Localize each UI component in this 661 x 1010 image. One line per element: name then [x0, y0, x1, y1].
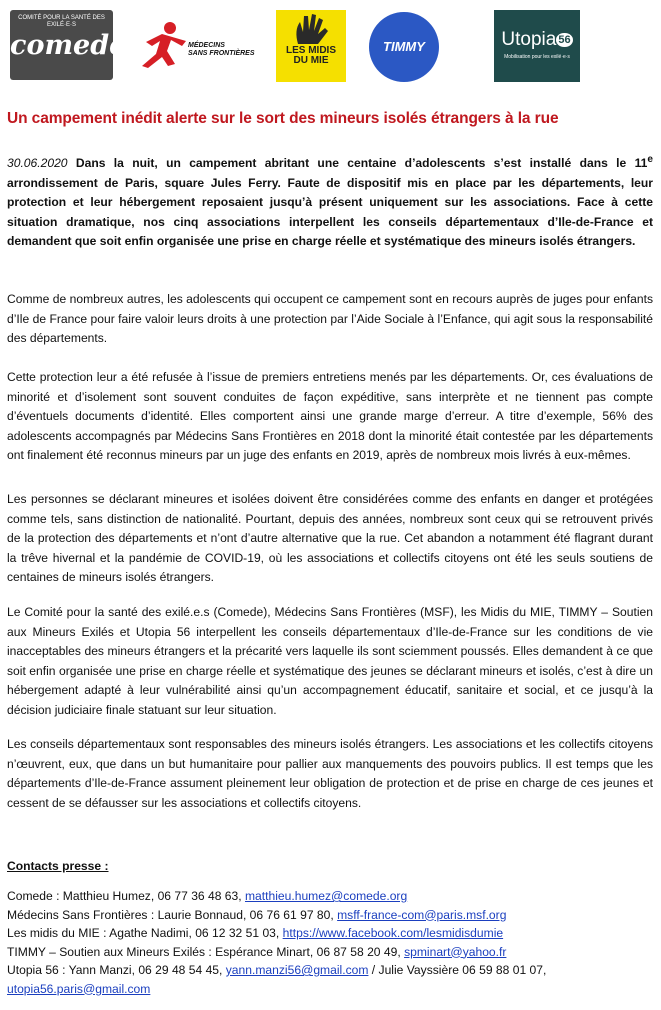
- midis-du-mie-logo: [276, 10, 346, 82]
- contact-msf-text: Médecins Sans Frontières : Laurie Bonnaud, 06 76 61 97 80,: [7, 907, 338, 922]
- contact-timmy-text: TIMMY – Soutien aux Mineurs Exilés : Espérance Minart, 06 87 58 20 49,: [7, 944, 405, 959]
- contacts-heading: Contacts presse :: [7, 859, 109, 873]
- contact-midis-link[interactable]: https://www.facebook.com/lesmidisdumie: [282, 926, 504, 940]
- contact-timmy-email[interactable]: spminart@yahoo.fr: [404, 944, 507, 959]
- contact-comede-text: Comede : Matthieu Humez, 06 77 36 48 63,: [7, 889, 245, 903]
- contact-midis: [7, 924, 657, 943]
- page-title: Un campement inédit alerte sur le sort des mineurs isolés étrangers à la rue: [7, 110, 559, 127]
- msf-runner-icon: [132, 20, 192, 70]
- comede-logo: [10, 10, 127, 80]
- msf-line1: MÉDECINS: [188, 42, 225, 49]
- partner-logos: [0, 6, 661, 84]
- utopia-name: Utopia: [501, 29, 557, 51]
- contact-msf: [7, 906, 657, 925]
- contact-midis-text: Les midis du MIE : Agathe Nadimi, 06 12 32 51 03,: [7, 926, 283, 940]
- body-paragraph-5: Les conseils départementaux sont responsables des mineurs isolés étrangers. Les associations et les collectifs citoyens n’œuvrent, eux, que dans un but humanitaire pour pallier aux manquements des pouvoirs publics. Il est temps que les départements d’Ile-de-France assument pleinement leur obligation de protection et de prise en charge de ces jeunes et cessent de se défausser sur les associations et collectifs citoyens.: [7, 737, 653, 810]
- hand-icon: [276, 10, 346, 46]
- lead-superscript: e: [647, 154, 653, 165]
- utopia-56-logo: [494, 10, 580, 82]
- midis-logo-text: [276, 46, 346, 66]
- contact-msf-email[interactable]: msff-france-com@paris.msf.org: [337, 907, 507, 922]
- contact-utopia: [7, 961, 657, 980]
- contact-comede: [7, 887, 657, 906]
- midis-line2: DU MIE: [293, 55, 329, 66]
- press-date: 30.06.2020: [7, 156, 68, 171]
- contact-utopia-text: Utopia 56 : Yann Manzi, 06 29 48 54 45,: [7, 963, 226, 977]
- comede-logo-name: comede: [10, 30, 127, 61]
- midis-line1: LES MIDIS: [285, 45, 336, 56]
- body-paragraph-4: Le Comité pour la santé des exilé.e.s (Comede), Médecins Sans Frontières (MSF), les Midis du MIE, TIMMY – Soutien aux Mineurs Exilés et Utopia 56 interpellent les conseils départementaux d’Ile-de-France sur les conditions de vie inacceptables des mineurs étrangers et la précarité vers laquelle ils sont sciemment poussés. Elles demandent à ce que soit enfin organisée une prise en charge réelle et systématique des jeunes se déclarant mineurs et isolés, c’est à dire un hébergement adapté à leur vulnérabilité ainsi qu’un accompagnement éducatif, sanitaire et social, et ce jusqu’à la décision judiciaire finale statuant sur leur situation.: [7, 605, 653, 717]
- utopia-number: 56: [558, 34, 571, 46]
- contact-comede-email[interactable]: matthieu.humez@comede.org: [244, 889, 408, 903]
- lead-text-a: Dans la nuit, un campement abritant une centaine d’adolescents s’est installé dans le 11: [67, 156, 648, 171]
- body-paragraph-3: Les personnes se déclarant mineures et isolées doivent être considérées comme des enfants en danger et protégées comme tels, sans distinction de nationalité. Pourtant, depuis des années, nombreux sont ceux qui se retrouvent privés de la protection des départements et n’ont d’autre alternative que la rue. Cet abandon a notamment été flagrant durant la trêve hivernal et la pandémie de COVID-19, où les associations et collectifs citoyens ont été les seuls soutiens de centaines de mineurs isolés étrangers.: [7, 492, 653, 585]
- timmy-logo: [369, 12, 439, 82]
- contact-utopia-email[interactable]: yann.manzi56@gmail.com: [225, 963, 369, 977]
- utopia-logo-name: [494, 10, 580, 50]
- msf-logo: [132, 20, 262, 70]
- contact-utopia-email2[interactable]: utopia56.paris@gmail.com: [7, 981, 151, 996]
- comede-logo-tagline: COMITÉ POUR LA SANTÉ DES EXILÉ·E·S: [18, 15, 105, 28]
- timmy-logo-name: TIMMY: [383, 39, 425, 54]
- lead-text-b: arrondissement de Paris, square Jules Ferry. Faute de dispositif mis en place par les départements, leur protection et leur hébergement reposaient jusqu’à présent uniquement sur les associations. Face à cette situation dramatique, nos cinq associations interpellent les conseils départementaux d’Ile-de-France et demandent que soit enfin organisée une prise en charge réelle et systématique des mineurs isolés étrangers.: [7, 175, 653, 249]
- contact-utopia-text2: / Julie Vayssière 06 59 88 01 07,: [368, 963, 547, 977]
- contact-utopia-line2: [7, 980, 657, 999]
- contact-timmy: [7, 943, 657, 962]
- msf-logo-text: [188, 42, 255, 58]
- contacts-list: [7, 887, 657, 998]
- body-paragraph-1: Comme de nombreux autres, les adolescents qui occupent ce campement sont en recours auprès de juges pour enfants d’Ile de France pour faire valoir leurs droits à une protection par l’Aide Sociale à l’Enfance, qui agit sous la responsabilité des départements.: [7, 292, 653, 346]
- utopia-logo-tagline: Mobilisation pour les exilé·e·s: [504, 54, 570, 61]
- msf-line2: SANS FRONTIÈRES: [188, 50, 255, 57]
- lead-paragraph: [7, 150, 653, 252]
- body-paragraph-2: Cette protection leur a été refusée à l’issue de premiers entretiens menés par les départements. Or, ces évaluations de minorité et d’isolement sont souvent conduites de façon expéditive, sans interprète et ne tiennent pas compte d’éventuels documents d’identité. Elles comportent ainsi une grande marge d’erreur. A titre d’exemple, 56% des adolescents accompagnés par Médecins Sans Frontières en 2018 dont la minorité était contestée par les départements ont finalement été reconnus mineurs par un juge des enfants en 2019, après de nombreux mois livrés à eux-mêmes.: [7, 370, 653, 463]
